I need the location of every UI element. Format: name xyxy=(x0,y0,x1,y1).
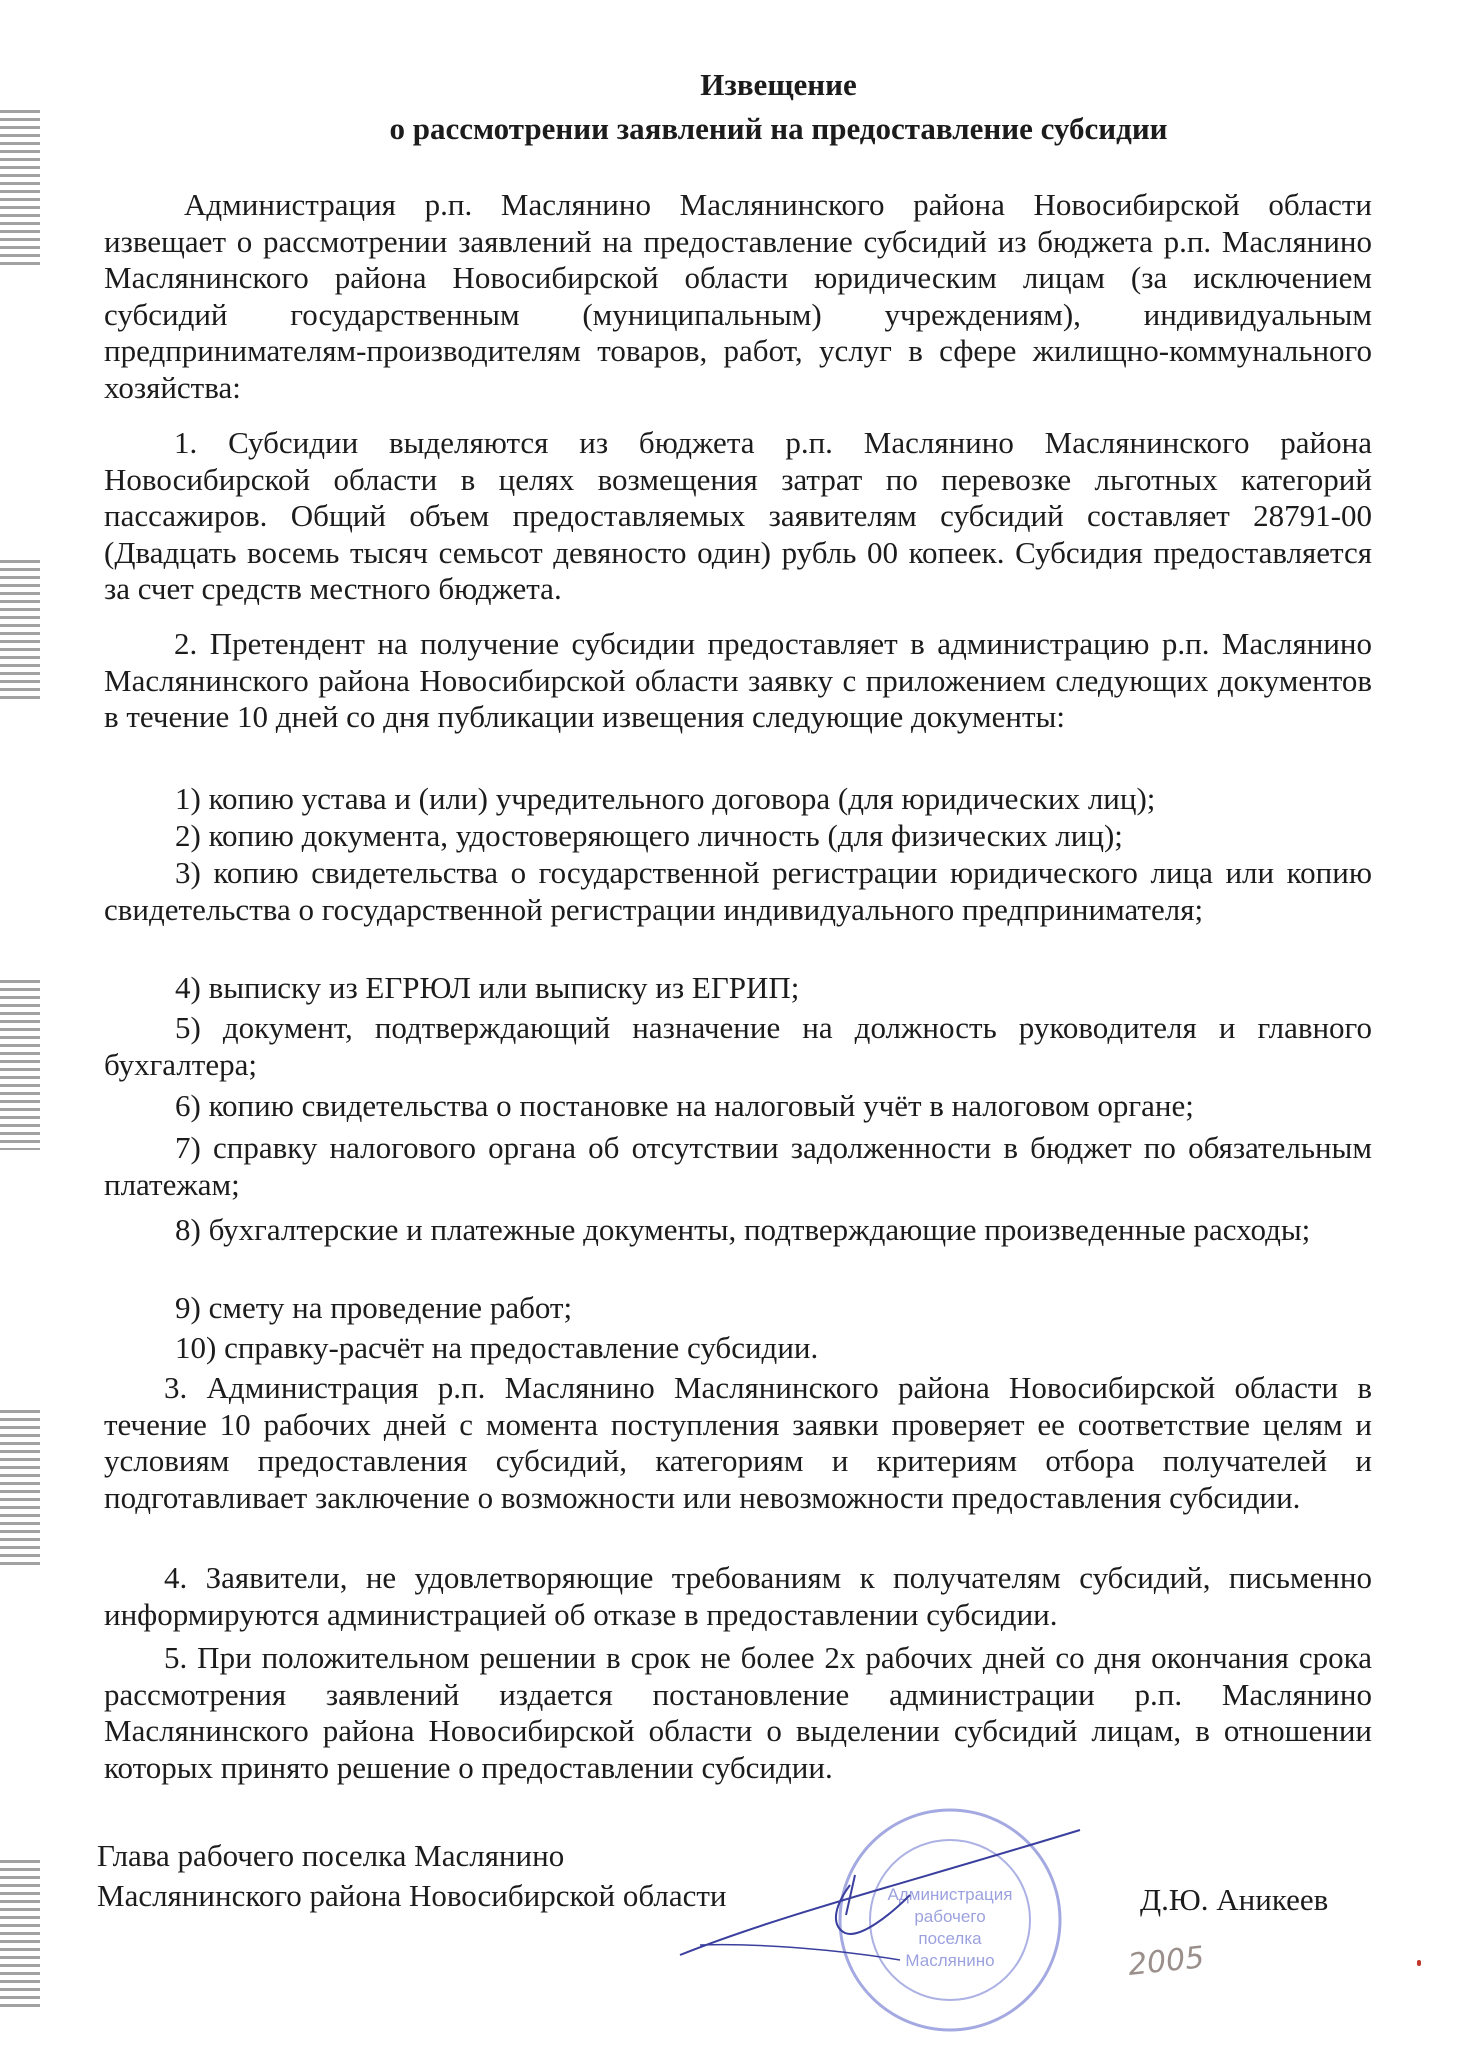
sub-item-6: 6) копию свидетельства о постановке на налоговый учёт в налоговом органе; xyxy=(175,1088,1194,1123)
handwritten-note: 2005 xyxy=(1126,1940,1206,1983)
svg-text:рабочего: рабочего xyxy=(914,1907,986,1926)
item-2: 2. Претендент на получение субсидии предоставляет в администрацию р.п. Маслянино Маслянинского района Новосибирской области заявку с приложением следующих документов в течение 10 дней со дня публикации извещения следующие документы: xyxy=(104,626,1372,735)
svg-text:поселка: поселка xyxy=(918,1929,982,1948)
sub-item-3: 3) копию свидетельства о государственной регистрации юридического лица или копию свидетельства о государственной регистрации индивидуального предпринимателя; xyxy=(104,855,1372,927)
item-5: 5. При положительном решении в срок не более 2х рабочих дней со дня окончания срока рассмотрения заявлений издается постановление администрации р.п. Маслянино Маслянинского района Новосибирской области о выделении субсидий лицам, в отношении которых принято решение о предоставлении субсидии. xyxy=(104,1640,1372,1785)
svg-text:Маслянино: Маслянино xyxy=(905,1951,995,1970)
scan-artifact xyxy=(0,1860,40,2010)
sub-item-1: 1) копию устава и (или) учредительного договора (для юридических лиц); xyxy=(175,781,1156,816)
scan-artifact xyxy=(0,980,40,1150)
scan-artifact xyxy=(0,560,40,700)
red-dot xyxy=(1417,1960,1421,1966)
scan-artifact xyxy=(0,1410,40,1570)
document-subtitle: о рассмотрении заявлений на предоставление субсидии xyxy=(389,111,1168,146)
signature-title-2: Маслянинского района Новосибирской области xyxy=(97,1878,727,1913)
intro-paragraph: Администрация р.п. Маслянино Маслянинского района Новосибирской области извещает о рассмотрении заявлений на предоставление субсидий из бюджета р.п. Маслянино Маслянинского района Новосибирской области юридическим лицам (за исключением субсидий государственным (муниципальным) учреждениям), индивидуальным предпринимателям-производителям товаров, работ, услуг в сфере жилищно-коммунального хозяйства: xyxy=(104,187,1372,405)
sub-item-9: 9) смету на проведение работ; xyxy=(175,1290,573,1325)
sub-item-5: 5) документ, подтверждающий назначение на должность руководителя и главного бухгалтера; xyxy=(104,1010,1372,1082)
document-title: Извещение xyxy=(700,67,857,102)
svg-text:Администрация: Администрация xyxy=(887,1885,1013,1904)
signature-title-1: Глава рабочего поселка Маслянино xyxy=(97,1838,565,1873)
item-3: 3. Администрация р.п. Маслянино Маслянинского района Новосибирской области в течение 10 рабочих дней с момента поступления заявки проверяет ее соответствие целям и условиям предоставления субсидий, категориям и критериям отбора получателей и подготавливает заключение о возможности или невозможности предоставления субсидии. xyxy=(104,1370,1372,1515)
sub-item-4: 4) выписку из ЕГРЮЛ или выписку из ЕГРИП; xyxy=(175,970,800,1005)
sub-item-2: 2) копию документа, удостоверяющего личность (для физических лиц); xyxy=(175,818,1123,853)
handwritten-signature xyxy=(660,1815,1140,1985)
item-1: 1. Субсидии выделяются из бюджета р.п. Маслянино Маслянинского района Новосибирской области в целях возмещения затрат по перевозке льготных категорий пассажиров. Общий объем предоставляемых заявителям субсидий составляет 28791-00 (Двадцать восемь тысяч семьсот девяносто один) рубль 00 копеек. Субсидия предоставляется за счет средств местного бюджета. xyxy=(104,425,1372,607)
signatory-name: Д.Ю. Аникеев xyxy=(1140,1882,1329,1917)
sub-item-10: 10) справку-расчёт на предоставление субсидии. xyxy=(175,1330,819,1365)
item-4: 4. Заявители, не удовлетворяющие требованиям к получателям субсидий, письменно информируются администрацией об отказе в предоставлении субсидии. xyxy=(104,1560,1372,1632)
sub-item-8: 8) бухгалтерские и платежные документы, подтверждающие произведенные расходы; xyxy=(175,1212,1311,1247)
sub-item-7: 7) справку налогового органа об отсутствии задолженности в бюджет по обязательным платежам; xyxy=(104,1130,1372,1202)
